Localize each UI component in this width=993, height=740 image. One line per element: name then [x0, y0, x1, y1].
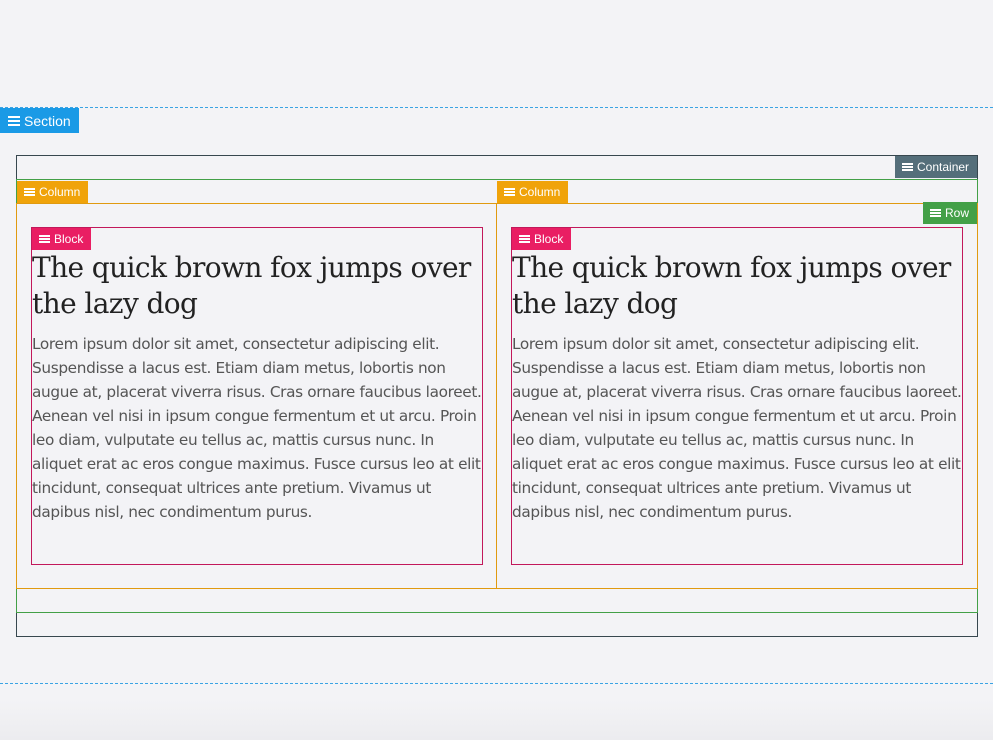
hamburger-menu-icon — [930, 209, 941, 218]
block-content-1 — [32, 250, 482, 524]
block-heading: The quick brown fox jumps over the lazy dog — [32, 251, 471, 320]
hamburger-menu-icon — [519, 235, 530, 244]
block-heading: The quick brown fox jumps over the lazy dog — [512, 251, 951, 320]
hamburger-menu-icon — [902, 163, 913, 172]
section-handle[interactable] — [0, 108, 79, 133]
hamburger-menu-icon — [8, 116, 20, 126]
row-label: Row — [945, 206, 970, 220]
block-label: Block — [54, 232, 84, 246]
block-paragraph: Lorem ipsum dolor sit amet, consectetur adipiscing elit. Suspendisse a lacus est. Etiam diam metus, lobortis non augue at, placerat viverra risus. Cras ornare faucibus laoreet. Aenean vel nisi in ipsum congue fermentum et ut arcu. Proin leo diam, vulputate eu tellus ac, mattis cursus nunc. In aliquet erat ac eros congue maximus. Fusce cursus leo at elit tincidunt, consequat ultrices ante pretium. Vivamus ut dapibus nisl, nec condimentum purus. — [512, 335, 962, 521]
block-label: Block — [534, 232, 564, 246]
container-handle[interactable] — [895, 156, 977, 178]
block-handle-2[interactable] — [512, 228, 571, 250]
block-paragraph: Lorem ipsum dolor sit amet, consectetur adipiscing elit. Suspendisse a lacus est. Etiam diam metus, lobortis non augue at, placerat viverra risus. Cras ornare faucibus laoreet. Aenean vel nisi in ipsum congue fermentum et ut arcu. Proin leo diam, vulputate eu tellus ac, mattis cursus nunc. In aliquet erat ac eros congue maximus. Fusce cursus leo at elit tincidunt, consequat ultrices ante pretium. Vivamus ut dapibus nisl, nec condimentum purus. — [32, 335, 482, 521]
container-label: Container — [917, 160, 970, 174]
hamburger-menu-icon — [504, 188, 515, 197]
page-bottom-shade — [0, 700, 993, 740]
column-handle-2[interactable] — [497, 181, 568, 203]
row-handle[interactable] — [923, 202, 977, 224]
column-label: Column — [39, 185, 81, 199]
block-content-2 — [512, 250, 962, 524]
hamburger-menu-icon — [39, 235, 50, 244]
section-label: Section — [24, 112, 71, 129]
hamburger-menu-icon — [24, 188, 35, 197]
column-label: Column — [519, 185, 561, 199]
block-handle-1[interactable] — [32, 228, 91, 250]
column-handle-1[interactable] — [17, 181, 88, 203]
